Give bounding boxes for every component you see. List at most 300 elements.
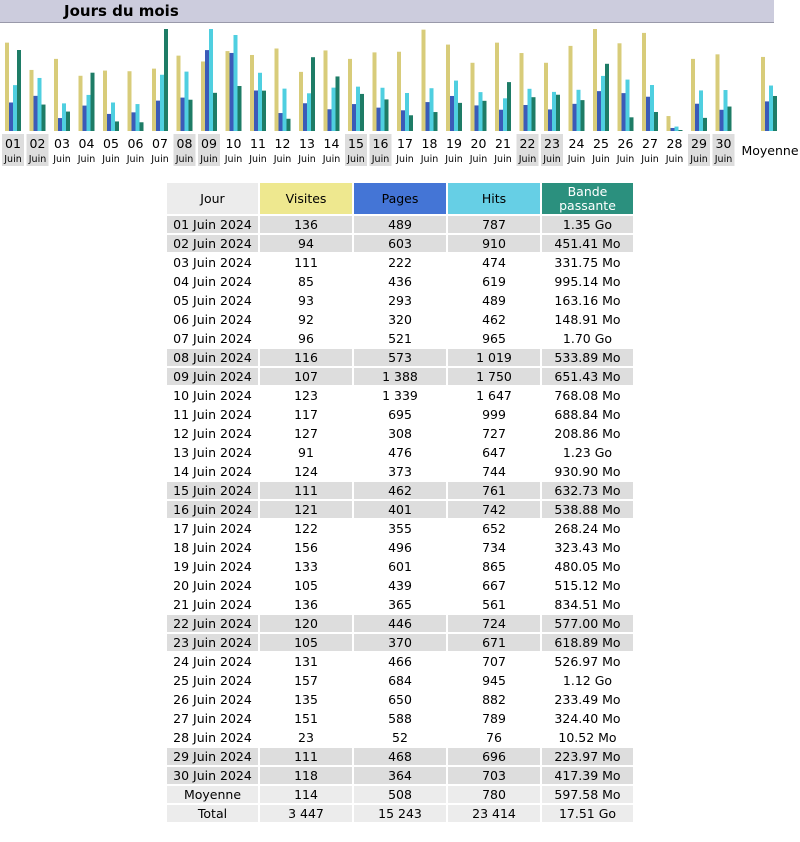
bar-pages — [34, 96, 38, 131]
cell-visites: 157 — [294, 673, 318, 688]
bar-pages — [181, 98, 185, 131]
cell-jour: 29 Juin 2024 — [167, 748, 258, 765]
bar-pages — [475, 105, 479, 131]
cell-jour: 30 Juin 2024 — [167, 767, 258, 784]
bar-pages — [107, 114, 111, 131]
bar-pages — [597, 91, 601, 131]
bar-hits — [601, 76, 605, 131]
cell-jour: 15 Juin 2024 — [167, 482, 258, 499]
bar-pages — [377, 108, 381, 131]
cell-pages: 1 388 — [354, 368, 446, 385]
bar-visits — [544, 63, 548, 131]
cell-hits: 742 — [448, 501, 540, 518]
table-row — [167, 748, 633, 765]
bar-bandwidth — [262, 91, 266, 131]
bar-bandwidth — [164, 29, 168, 131]
day-number-label: 01 — [5, 136, 21, 151]
bar-hits — [381, 88, 385, 131]
bar-bandwidth — [483, 101, 487, 131]
day-month-label: Juin — [420, 154, 439, 165]
cell-jour: 16 Juin 2024 — [167, 501, 258, 518]
cell-bande-passante: 17.51 Go — [542, 805, 633, 822]
cell-visites: 107 — [260, 368, 352, 385]
bar-visits — [520, 53, 524, 131]
day-month-label: Juin — [690, 154, 708, 165]
day-number-label: 05 — [103, 136, 119, 151]
cell-bande-passante: 451.41 Mo — [542, 235, 633, 252]
cell-visites: 118 — [260, 767, 352, 784]
bar-hits — [650, 85, 654, 131]
bar-visits — [226, 51, 230, 131]
cell-bande-passante: 323.43 Mo — [554, 540, 621, 555]
day-number-label: 11 — [250, 136, 266, 151]
bar-bandwidth — [311, 57, 315, 131]
cell-pages: 468 — [354, 748, 446, 765]
cell-visites: 124 — [294, 464, 318, 479]
day-month-label: Juin — [249, 154, 267, 165]
day-number-label: 07 — [152, 136, 168, 151]
bar-pages — [230, 53, 234, 131]
cell-hits: 667 — [482, 578, 506, 593]
day-number-label: 29 — [691, 136, 707, 151]
bar-visits — [422, 30, 426, 131]
bar-hits — [283, 89, 287, 131]
bar-hits — [454, 81, 458, 131]
bar-pages — [401, 110, 405, 131]
day-month-label: Juin — [665, 154, 684, 165]
cell-pages: 439 — [388, 578, 412, 593]
cell-visites: 135 — [294, 692, 318, 707]
cell-hits: 727 — [482, 426, 506, 441]
cell-bande-passante: 208.86 Mo — [554, 426, 621, 441]
bar-pages — [58, 118, 62, 131]
day-month-label: Juin — [151, 154, 169, 165]
cell-pages: 601 — [388, 559, 412, 574]
cell-jour: 02 Juin 2024 — [167, 235, 258, 252]
cell-visites: 131 — [294, 654, 318, 669]
bar-hits — [528, 89, 532, 131]
section-title-bar — [0, 0, 774, 23]
cell-hits: 647 — [482, 445, 506, 460]
cell-visites: 96 — [298, 331, 314, 346]
cell-visites: 105 — [294, 578, 318, 593]
cell-bande-passante: 417.39 Mo — [542, 767, 633, 784]
bar-bandwidth — [287, 119, 291, 131]
day-number-label: 04 — [78, 136, 95, 151]
bar-visits — [446, 45, 450, 131]
table-row — [167, 463, 633, 480]
cell-bande-passante: 331.75 Mo — [554, 255, 621, 270]
cell-bande-passante: 834.51 Mo — [554, 597, 621, 612]
cell-hits: 619 — [482, 274, 506, 289]
cell-pages: 476 — [388, 445, 412, 460]
day-month-label: Juin — [543, 154, 561, 165]
bar-visits — [618, 43, 622, 131]
cell-bande-passante: 268.24 Mo — [554, 521, 621, 536]
cell-bande-passante: 651.43 Mo — [542, 368, 633, 385]
day-number-label: 24 — [568, 136, 585, 151]
col-header-visites: Visites — [260, 183, 352, 214]
cell-hits: 787 — [448, 216, 540, 233]
cell-hits: 999 — [482, 407, 506, 422]
bar-hits — [675, 127, 679, 131]
table-row — [167, 330, 633, 347]
bar-visits — [30, 70, 34, 131]
bar-pages — [156, 101, 160, 131]
bar-pages — [205, 50, 209, 131]
cell-jour: Total — [167, 805, 258, 822]
bar-pages — [132, 112, 136, 131]
bar-visits — [299, 72, 303, 131]
bar-hits — [111, 102, 115, 131]
cell-bande-passante: 480.05 Mo — [554, 559, 621, 574]
day-month-label: Juin — [567, 154, 586, 165]
table-row — [167, 425, 633, 442]
cell-hits: 652 — [482, 521, 506, 536]
section-title: Jours du mois — [64, 2, 179, 20]
table-row — [167, 368, 633, 385]
table-row — [167, 292, 633, 309]
bar-visits — [250, 55, 254, 131]
cell-bande-passante: 163.16 Mo — [554, 293, 621, 308]
cell-jour: 19 Juin 2024 — [173, 559, 252, 574]
bar-bandwidth — [581, 100, 585, 131]
bar-hits — [503, 98, 507, 131]
cell-bande-passante: 1.70 Go — [562, 331, 613, 346]
table-row — [167, 216, 633, 233]
day-number-label: 19 — [446, 136, 462, 151]
cell-pages: 489 — [354, 216, 446, 233]
cell-hits: 1 647 — [476, 388, 512, 403]
day-month-label: Juin — [616, 154, 635, 165]
cell-visites: 133 — [294, 559, 318, 574]
bar-bandwidth — [532, 97, 536, 131]
cell-hits: 23 414 — [448, 805, 540, 822]
cell-hits: 1 019 — [448, 349, 540, 366]
avg-bar-bandwidth — [773, 96, 777, 131]
bar-pages — [548, 109, 552, 131]
cell-jour: 25 Juin 2024 — [173, 673, 252, 688]
col-header-bande-passante: Bande passante — [542, 183, 633, 214]
day-month-label: Juin — [298, 154, 316, 165]
bar-hits — [724, 90, 728, 131]
cell-pages: 573 — [354, 349, 446, 366]
bar-hits — [626, 80, 630, 131]
cell-pages: 446 — [354, 615, 446, 632]
avg-bar-pages — [765, 101, 769, 131]
table-row — [167, 672, 633, 689]
bar-visits — [348, 59, 352, 131]
bar-visits — [324, 50, 328, 131]
bar-hits — [258, 73, 262, 131]
cell-jour: 26 Juin 2024 — [173, 692, 252, 707]
bar-bandwidth — [507, 82, 511, 131]
day-number-label: 15 — [348, 136, 364, 151]
cell-pages: 588 — [388, 711, 412, 726]
day-month-label: Juin — [28, 154, 47, 165]
bar-bandwidth — [458, 103, 462, 131]
bar-pages — [671, 128, 675, 131]
day-number-label: 23 — [544, 136, 560, 151]
cell-visites: 111 — [260, 748, 352, 765]
cell-jour: 06 Juin 2024 — [173, 312, 252, 327]
bar-hits — [87, 95, 91, 131]
bar-visits — [103, 71, 107, 131]
cell-visites: 114 — [260, 786, 352, 803]
cell-jour: 24 Juin 2024 — [173, 654, 252, 669]
bar-visits — [152, 69, 156, 131]
cell-hits: 734 — [482, 540, 506, 555]
table-row — [167, 444, 633, 461]
bar-hits — [38, 78, 42, 131]
cell-jour: 22 Juin 2024 — [167, 615, 258, 632]
cell-visites: 117 — [294, 407, 318, 422]
table-row — [167, 558, 633, 575]
bar-visits — [691, 59, 695, 131]
bar-hits — [699, 90, 703, 131]
bar-visits — [471, 63, 475, 131]
cell-pages: 401 — [354, 501, 446, 518]
daily-stats-table — [165, 181, 635, 824]
bar-visits — [79, 76, 83, 131]
day-number-label: 03 — [54, 136, 70, 151]
day-number-label: 30 — [715, 136, 732, 151]
bar-visits — [5, 43, 9, 131]
table-row — [167, 634, 633, 651]
table-row — [167, 235, 633, 252]
bar-pages — [279, 113, 283, 131]
bar-pages — [695, 104, 699, 131]
bar-visits — [495, 43, 499, 131]
day-number-label: 12 — [274, 136, 291, 151]
bar-bandwidth — [238, 86, 242, 131]
day-month-label: Juin — [102, 154, 120, 165]
day-number-label: 18 — [421, 136, 438, 151]
bar-bandwidth — [115, 121, 119, 131]
day-month-label: Juin — [518, 154, 537, 165]
day-month-label: Juin — [175, 154, 194, 165]
cell-pages: 496 — [388, 540, 412, 555]
cell-bande-passante: 768.08 Mo — [554, 388, 621, 403]
bar-visits — [667, 116, 671, 131]
cell-pages: 320 — [388, 312, 412, 327]
day-number-label: 21 — [495, 136, 511, 151]
cell-hits: 965 — [482, 331, 506, 346]
bar-hits — [577, 90, 581, 131]
bar-hits — [13, 85, 17, 131]
day-number-label: 27 — [642, 136, 658, 151]
bar-pages — [328, 109, 332, 131]
day-number-label: 25 — [593, 136, 609, 151]
table-row — [167, 254, 633, 271]
cell-bande-passante: 148.91 Mo — [554, 312, 621, 327]
cell-pages: 370 — [354, 634, 446, 651]
bar-bandwidth — [679, 130, 683, 131]
bar-pages — [83, 106, 87, 131]
table-row — [167, 577, 633, 594]
cell-hits: 561 — [482, 597, 506, 612]
cell-hits: 945 — [482, 673, 506, 688]
bar-hits — [136, 104, 140, 131]
cell-hits: 761 — [448, 482, 540, 499]
bar-visits — [177, 56, 181, 131]
bar-pages — [720, 110, 724, 131]
cell-bande-passante: 1.12 Go — [562, 673, 613, 688]
bar-pages — [499, 110, 503, 131]
table-row — [167, 387, 633, 404]
cell-visites: 136 — [294, 597, 318, 612]
cell-hits: 671 — [448, 634, 540, 651]
cell-hits: 462 — [482, 312, 506, 327]
day-number-label: 20 — [470, 136, 487, 151]
cell-jour: 12 Juin 2024 — [173, 426, 252, 441]
cell-visites: 23 — [298, 730, 314, 745]
cell-hits: 865 — [482, 559, 506, 574]
cell-hits: 703 — [448, 767, 540, 784]
table-row — [167, 273, 633, 290]
cell-hits: 696 — [448, 748, 540, 765]
bar-bandwidth — [728, 107, 732, 131]
cell-pages: 695 — [388, 407, 412, 422]
day-month-label: Juin — [126, 154, 145, 165]
day-month-label: Juin — [445, 154, 463, 165]
bar-bandwidth — [91, 73, 95, 131]
cell-hits: 724 — [448, 615, 540, 632]
bar-visits — [397, 52, 401, 131]
bar-bandwidth — [17, 50, 21, 131]
table-row — [167, 501, 633, 518]
cell-pages: 364 — [354, 767, 446, 784]
cell-visites: 92 — [298, 312, 314, 327]
cell-pages: 222 — [388, 255, 412, 270]
cell-jour: 03 Juin 2024 — [173, 255, 252, 270]
day-number-label: 06 — [127, 136, 144, 151]
bar-bandwidth — [189, 100, 193, 131]
cell-visites: 105 — [260, 634, 352, 651]
day-month-label: Juin — [371, 154, 390, 165]
table-row — [167, 653, 633, 670]
avg-bar-hits — [769, 86, 773, 131]
col-header-hits: Hits — [448, 183, 540, 214]
day-number-label: 13 — [299, 136, 315, 151]
cell-visites: 3 447 — [260, 805, 352, 822]
cell-visites: 120 — [260, 615, 352, 632]
cell-jour: 27 Juin 2024 — [173, 711, 252, 726]
cell-visites: 123 — [294, 388, 318, 403]
bar-bandwidth — [42, 105, 46, 131]
cell-hits: 882 — [482, 692, 506, 707]
cell-visites: 122 — [294, 521, 318, 536]
table-row — [167, 729, 633, 746]
bar-pages — [9, 102, 13, 131]
cell-jour: 07 Juin 2024 — [173, 331, 252, 346]
cell-visites: 91 — [298, 445, 314, 460]
cell-jour: 28 Juin 2024 — [173, 730, 252, 745]
cell-hits: 707 — [482, 654, 506, 669]
cell-hits: 76 — [486, 730, 502, 745]
bar-visits — [54, 59, 58, 131]
cell-jour: 23 Juin 2024 — [167, 634, 258, 651]
bar-hits — [209, 29, 213, 131]
bar-bandwidth — [434, 112, 438, 131]
day-number-label: 08 — [176, 136, 193, 151]
table-row — [167, 349, 633, 366]
bar-pages — [622, 93, 626, 131]
cell-pages: 15 243 — [354, 805, 446, 822]
cell-hits: 910 — [448, 235, 540, 252]
cell-pages: 355 — [388, 521, 412, 536]
cell-bande-passante: 688.84 Mo — [554, 407, 621, 422]
table-row-moyenne — [167, 786, 633, 803]
cell-pages: 308 — [388, 426, 412, 441]
cell-visites: 156 — [294, 540, 318, 555]
day-number-label: 02 — [29, 136, 46, 151]
table-row — [167, 406, 633, 423]
col-header-pages: Pages — [354, 183, 446, 214]
day-month-label: Juin — [200, 154, 218, 165]
bar-bandwidth — [556, 95, 560, 131]
bar-hits — [405, 93, 409, 131]
cell-jour: 09 Juin 2024 — [167, 368, 258, 385]
cell-jour: 20 Juin 2024 — [173, 578, 252, 593]
cell-jour: 05 Juin 2024 — [173, 293, 252, 308]
bar-hits — [160, 75, 164, 131]
bar-pages — [303, 103, 307, 131]
cell-pages: 462 — [354, 482, 446, 499]
cell-visites: 93 — [298, 293, 314, 308]
cell-pages: 52 — [392, 730, 408, 745]
bar-visits — [642, 33, 646, 131]
day-month-label: Juin — [77, 154, 96, 165]
bar-hits — [62, 103, 66, 131]
cell-jour: 21 Juin 2024 — [173, 597, 252, 612]
cell-bande-passante: 515.12 Mo — [554, 578, 621, 593]
day-number-label: 26 — [617, 136, 634, 151]
bar-hits — [307, 93, 311, 131]
cell-jour: 08 Juin 2024 — [167, 349, 258, 366]
cell-pages: 508 — [354, 786, 446, 803]
bar-bandwidth — [703, 118, 707, 131]
table-row — [167, 539, 633, 556]
cell-jour: 01 Juin 2024 — [167, 216, 258, 233]
bar-bandwidth — [654, 112, 658, 131]
cell-bande-passante: 577.00 Mo — [542, 615, 633, 632]
bar-pages — [426, 102, 430, 131]
cell-jour: 11 Juin 2024 — [173, 407, 252, 422]
cell-bande-passante: 930.90 Mo — [554, 464, 621, 479]
table-row — [167, 596, 633, 613]
cell-bande-passante: 324.40 Mo — [554, 711, 621, 726]
bar-visits — [716, 54, 720, 131]
cell-bande-passante: 533.89 Mo — [542, 349, 633, 366]
table-row — [167, 520, 633, 537]
bar-hits — [552, 92, 556, 131]
bar-bandwidth — [140, 122, 144, 131]
cell-pages: 684 — [388, 673, 412, 688]
day-number-label: 28 — [666, 136, 683, 151]
bar-pages — [254, 90, 258, 131]
cell-visites: 111 — [294, 255, 318, 270]
cell-hits: 789 — [482, 711, 506, 726]
cell-pages: 1 339 — [382, 388, 418, 403]
bar-pages — [646, 97, 650, 131]
bar-hits — [185, 72, 189, 131]
cell-jour: 04 Juin 2024 — [173, 274, 252, 289]
cell-hits: 474 — [482, 255, 506, 270]
day-number-label: 09 — [201, 136, 217, 151]
day-number-label: 10 — [225, 136, 242, 151]
bar-pages — [450, 96, 454, 131]
